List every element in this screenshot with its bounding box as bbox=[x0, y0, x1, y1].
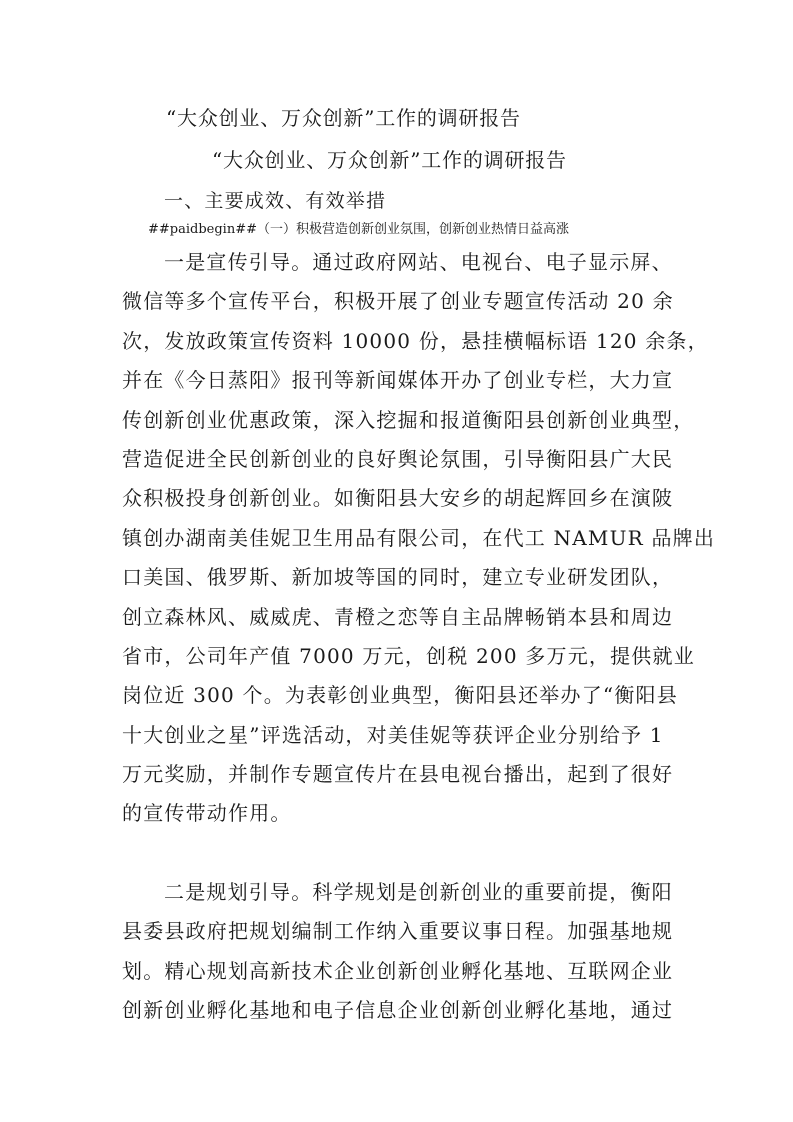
paragraph-planning bbox=[122, 880, 682, 1038]
paragraph-line: 微信等多个宣传平台，积极开展了创业专题宣传活动 20 余 bbox=[122, 289, 674, 314]
document-title: “大众创业、万众创新”工作的调研报告 bbox=[166, 106, 521, 130]
paragraph-line: 划。精心规划高新技术企业创新创业孵化基地、互联网企业 bbox=[122, 958, 674, 983]
paragraph-line: 次，发放政策宣传资料 10000 份，悬挂横幅标语 120 余条， bbox=[122, 328, 709, 353]
paragraph-line: 二是规划引导。科学规划是创新创业的重要前提，衡阳 bbox=[164, 880, 673, 904]
paragraph-line: 营造促进全民创新创业的良好舆论氛围，引导衡阳县广大民 bbox=[122, 446, 674, 471]
paragraph-line: 十大创业之星”评选活动，对美佳妮等获评企业分别给予 1 bbox=[122, 722, 664, 747]
paragraph-line: 创立森林风、威威虎、青橙之恋等自主品牌畅销本县和周边 bbox=[122, 604, 674, 629]
paragraph-line: 县委县政府把规划编制工作纳入重要议事日程。加强基地规 bbox=[122, 919, 674, 944]
paragraph-line: 镇创办湖南美佳妮卫生用品有限公司，在代工 NAMUR 品牌出 bbox=[122, 525, 716, 550]
paragraph-line: 的宣传带动作用。 bbox=[122, 801, 292, 826]
paragraph-publicity bbox=[122, 250, 716, 841]
document-subtitle: “大众创业、万众创新”工作的调研报告 bbox=[212, 148, 567, 172]
paragraph-line: 众积极投身创新创业。如衡阳县大安乡的胡起辉回乡在演陂 bbox=[122, 486, 674, 511]
paragraph-line: 省市，公司年产值 7000 万元，创税 200 多万元，提供就业 bbox=[122, 643, 695, 668]
paragraph-line: 口美国、俄罗斯、新加坡等国的同时，建立专业研发团队， bbox=[122, 565, 674, 590]
paragraph-line: 岗位近 300 个。为表彰创业典型，衡阳县还举办了“衡阳县 bbox=[122, 683, 678, 708]
subsection-heading: ##paidbegin##（一）积极营造创新创业氛围，创新创业热情日益高涨 bbox=[148, 222, 569, 237]
paragraph-line: 一是宣传引导。通过政府网站、电视台、电子显示屏、 bbox=[164, 250, 673, 274]
paragraph-line: 万元奖励，并制作专题宣传片在县电视台播出，起到了很好 bbox=[122, 762, 674, 787]
paragraph-line: 并在《今日蒸阳》报刊等新闻媒体开办了创业专栏，大力宣 bbox=[122, 368, 674, 393]
section-heading: 一、主要成效、有效举措 bbox=[164, 190, 387, 212]
paragraph-line: 创新创业孵化基地和电子信息企业创新创业孵化基地，通过 bbox=[122, 998, 674, 1023]
paragraph-line: 传创新创业优惠政策，深入挖掘和报道衡阳县创新创业典型， bbox=[122, 407, 695, 432]
